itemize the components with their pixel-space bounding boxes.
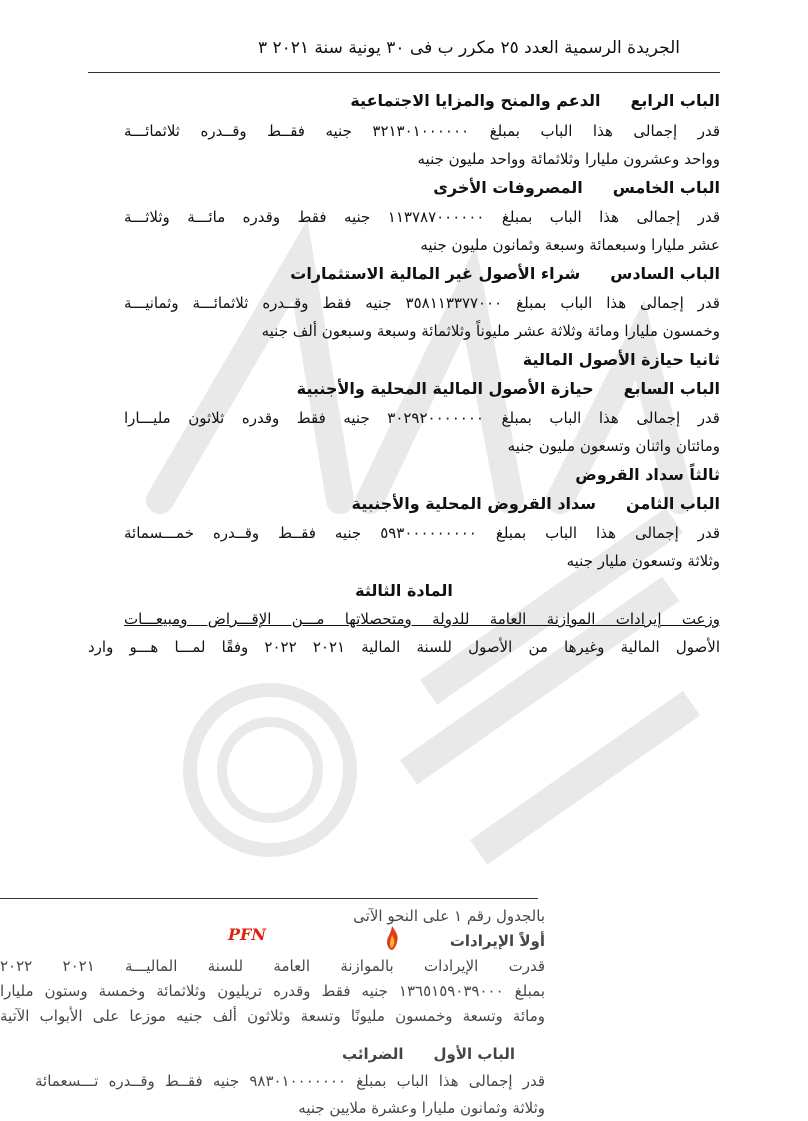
lower-line4: ومائة وتسعة وخمسون مليونًا وتسعة وثلاثون ألف جنيه موزعا على الأبواب الآتية bbox=[0, 1007, 545, 1025]
lower-line6: وثلاثة وثمانون مليارا وعشرة ملايين جنيه bbox=[298, 1099, 545, 1117]
lower-chapter-1-number: الباب الأول bbox=[433, 1045, 515, 1063]
chapter-6-line1: قدر إجمالى هذا الباب بمبلغ ٣٥٨١١٣٣٧٧٠٠٠ جنيه فقط وقــدره ثلاثمائـــة وثمانيـــة bbox=[124, 294, 720, 312]
lower-heading-revenues: أولاً الإيرادات bbox=[449, 932, 545, 950]
chapter-8-line1: قدر إجمالى هذا الباب بمبلغ ٥٩٣٠٠٠٠٠٠٠٠٠ جنيه فقــط وقــدره خمـــسمائة bbox=[124, 524, 720, 542]
chapter-8-line2: وثلاثة وتسعون مليار جنيه bbox=[566, 552, 720, 570]
chapter-4-heading bbox=[350, 90, 720, 112]
pfn-logo: PFN bbox=[228, 925, 267, 944]
chapter-7-heading bbox=[297, 378, 720, 400]
chapter-5-number: الباب الخامس bbox=[612, 178, 720, 197]
lower-chapter-1-heading bbox=[342, 1043, 515, 1065]
chapter-6-number: الباب السادس bbox=[610, 264, 720, 283]
lower-line2: قدرت الإيرادات بالموازنة العامة للسنة الماليـــة ٢٠٢١ ٢٠٢٢ bbox=[0, 957, 545, 975]
main-column bbox=[88, 90, 720, 670]
part-2-heading: ثانيا حيازة الأصول المالية bbox=[522, 350, 720, 369]
chapter-8-number: الباب الثامن bbox=[625, 494, 720, 513]
chapter-7-line2: ومائتان واثنان وتسعون مليون جنيه bbox=[507, 437, 720, 455]
chapter-8-heading bbox=[351, 493, 720, 515]
chapter-6-heading bbox=[290, 263, 720, 285]
chapter-4-line1: قدر إجمالى هذا الباب بمبلغ ٣٢١٣٠١٠٠٠٠٠٠ جنيه فقــط وقــدره ثلاثمائـــة bbox=[124, 122, 720, 140]
chapter-7-number: الباب السابع bbox=[623, 379, 720, 398]
article-3-title: المادة الثالثة bbox=[355, 581, 453, 600]
part-3-heading: ثالثاً سداد القروض bbox=[575, 465, 720, 484]
lower-column bbox=[0, 905, 545, 1120]
article-3-line2: الأصول المالية وغيرها من الأصول للسنة المالية ٢٠٢١ ٢٠٢٢ وفقًا لمـــا هـــو وارد bbox=[88, 638, 720, 656]
chapter-5-name: المصروفات الأخرى bbox=[433, 178, 583, 197]
chapter-7-line1: قدر إجمالى هذا الباب بمبلغ ٣٠٢٩٢٠٠٠٠٠٠٠ جنيه فقط وقدره ثلاثون مليـــارا bbox=[124, 409, 720, 427]
chapter-4-name: الدعم والمنح والمزايا الاجتماعية bbox=[350, 91, 601, 110]
chapter-5-line1: قدر إجمالى هذا الباب بمبلغ ١١٣٧٨٧٠٠٠٠٠٠ جنيه فقط وقدره مائـــة وثلاثـــة bbox=[124, 208, 720, 226]
chapter-5-line2: عشر مليارا وسبعمائة وسبعة وثمانون مليون جنيه bbox=[420, 236, 720, 254]
article-3-line1: وزعت إيرادات الموازنة العامة للدولة ومتحصلاتها مـــن الإقـــراض ومبيعـــات bbox=[124, 610, 720, 628]
lower-chapter-1-name: الضرائب bbox=[341, 1045, 404, 1063]
header-divider bbox=[88, 72, 720, 73]
chapter-4-line2: وواحد وعشرون مليارا وثلاثمائة وواحد مليون جنيه bbox=[417, 150, 720, 168]
chapter-8-name: سداد القروض المحلية والأجنبية bbox=[351, 494, 596, 513]
chapter-5-heading bbox=[433, 177, 720, 199]
chapter-6-line2: وخمسون مليارا ومائة وثلاثة عشر مليوناً وثلاثمائة وسبعة وسبعون ألف جنيه bbox=[261, 322, 720, 340]
lower-line5: قدر إجمالى هذا الباب بمبلغ ٩٨٣٠١٠٠٠٠٠٠٠ جنيه فقــط وقــدره تـــسعمائة bbox=[35, 1072, 545, 1090]
chapter-7-name: حيازة الأصول المالية المحلية والأجنبية bbox=[296, 379, 594, 398]
lower-line3: بمبلغ ١٣٦٥١٥٩٠٣٩٠٠٠ جنيه فقط وقدره تريليون وثلاثمائة وخمسة وستون مليارا bbox=[0, 982, 546, 1000]
lower-divider bbox=[0, 898, 538, 899]
chapter-6-name: شراء الأصول غير المالية الاستثمارات bbox=[290, 264, 581, 283]
lower-line1: بالجدول رقم ١ على النحو الآتى bbox=[353, 907, 545, 925]
page-header: الجريدة الرسمية العدد ٢٥ مكرر ب فى ٣٠ يونية سنة ٢٠٢١ ٣ bbox=[257, 38, 680, 58]
chapter-4-number: الباب الرابع bbox=[630, 91, 720, 110]
